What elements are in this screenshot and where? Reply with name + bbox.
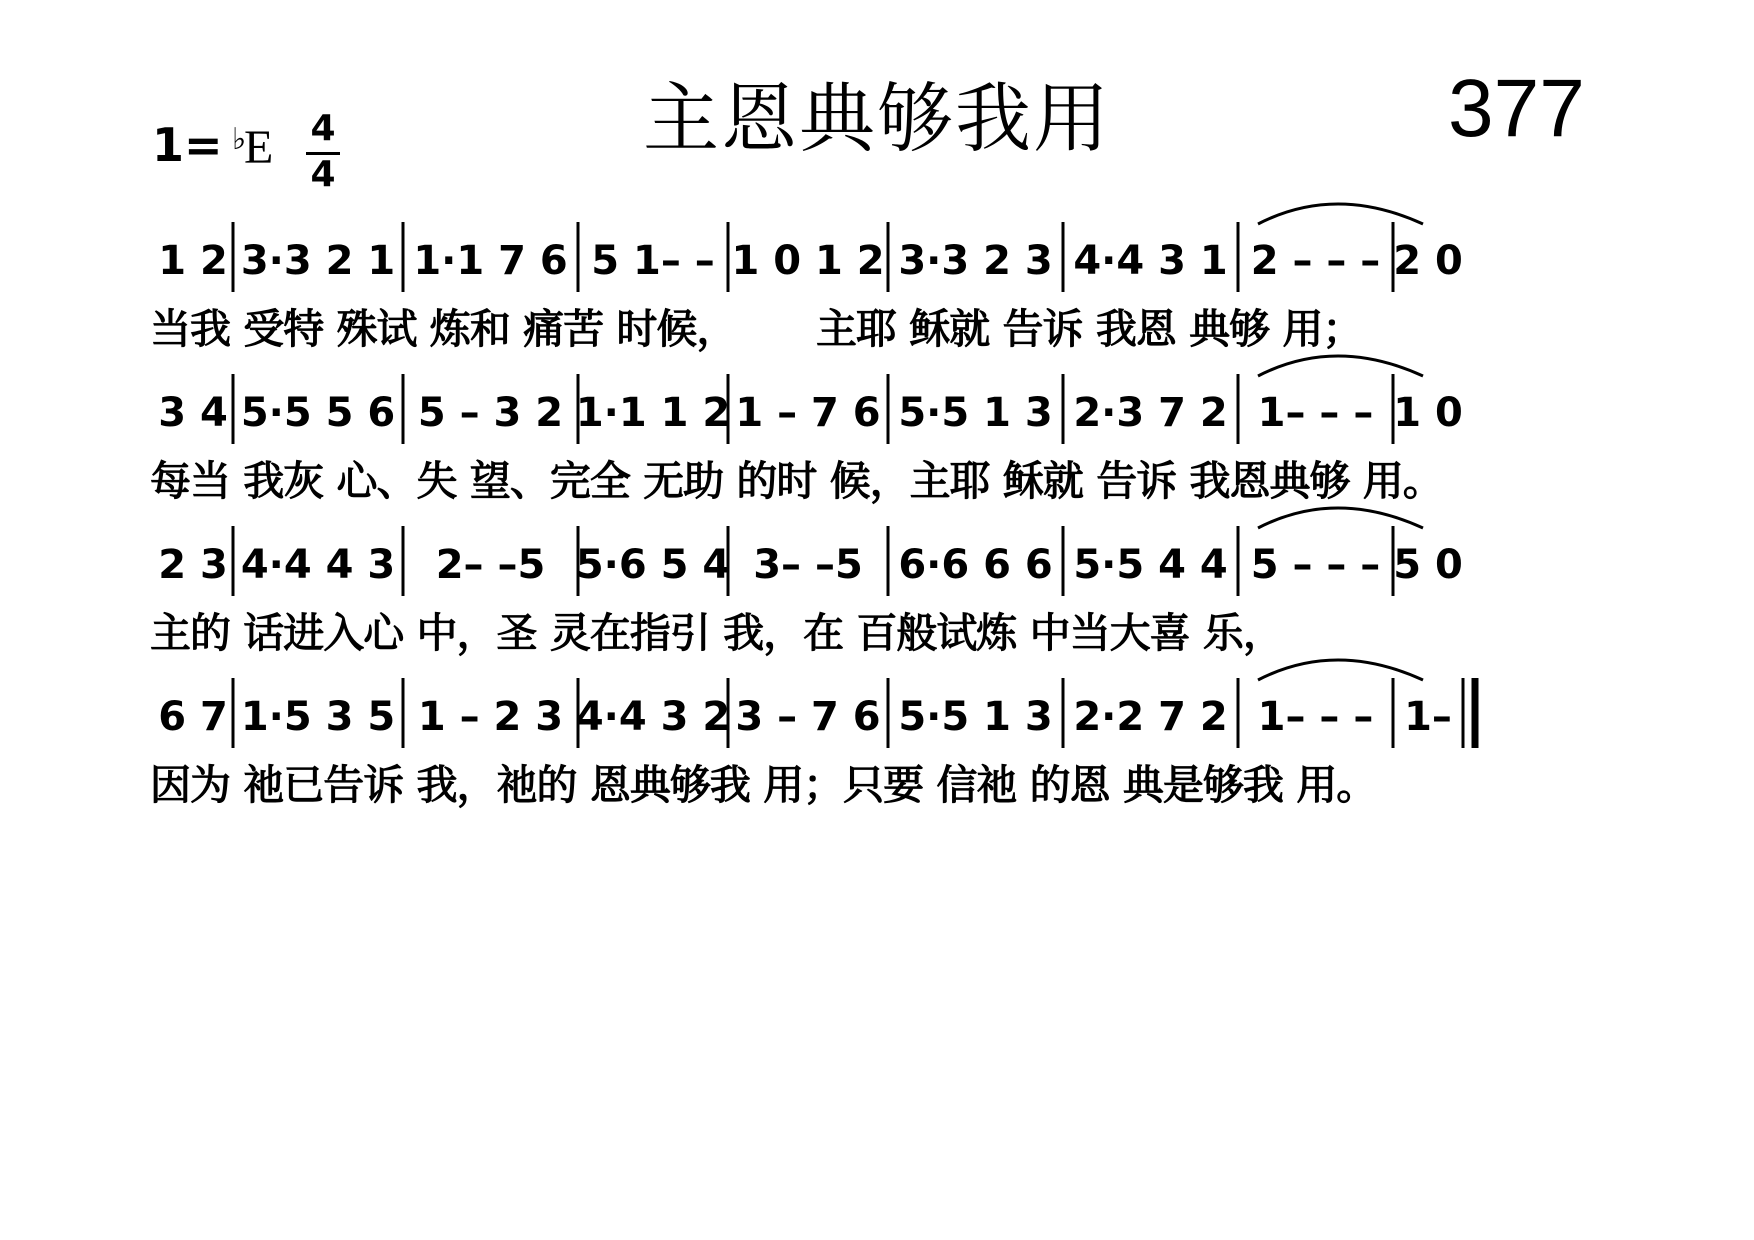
measure-notes: 1– – – bbox=[1257, 694, 1374, 740]
measure-notes: 3 – 7 6 bbox=[735, 694, 881, 740]
flat-sign: ♭ bbox=[232, 122, 247, 157]
tie-arc bbox=[1258, 204, 1423, 224]
measure-notes: 2·3 7 2 bbox=[1073, 390, 1228, 436]
tie-arc bbox=[1258, 508, 1423, 528]
measure-notes: 4·4 3 1 bbox=[1073, 238, 1228, 284]
tie-arc bbox=[1258, 356, 1423, 376]
measure-notes: 1·1 1 2 bbox=[575, 390, 731, 436]
hymn-title: 主恩典够我用 bbox=[643, 74, 1111, 163]
measure-notes: 3 4 bbox=[158, 390, 228, 436]
measure-notes: 1·5 3 5 bbox=[240, 694, 396, 740]
tie-arc bbox=[1258, 660, 1423, 680]
measure-notes: 1 – 2 3 bbox=[417, 694, 564, 740]
key-label: 1= bbox=[152, 118, 223, 172]
measure-notes: 2·2 7 2 bbox=[1073, 694, 1228, 740]
lyrics-line-2: 每当 我灰 心、失 望、完全 无助 的时 候，主耶 稣就 告诉 我恩典够 用。 bbox=[150, 457, 1443, 505]
measure-notes: 5 – – – bbox=[1250, 542, 1381, 588]
notation-line-1 bbox=[153, 228, 1603, 298]
measure-notes: 1 0 bbox=[1393, 390, 1463, 436]
lyrics-line-3: 主的 话进入心 中，圣 灵在指引 我，在 百般试炼 中当大喜 乐， bbox=[150, 609, 1283, 657]
measure-notes: 5·5 1 3 bbox=[898, 694, 1053, 740]
measure-notes: 4·4 3 2 bbox=[575, 694, 731, 740]
measure-notes: 1 – 7 6 bbox=[735, 390, 881, 436]
measure-notes: 1 2 bbox=[158, 238, 228, 284]
measure-notes: 6·6 6 6 bbox=[898, 542, 1053, 588]
measure-notes: 2– –5 bbox=[435, 542, 546, 588]
measure-notes: 3– –5 bbox=[753, 542, 863, 588]
measure-notes: 1– bbox=[1404, 694, 1452, 740]
measure-notes: 2 0 bbox=[1393, 238, 1463, 284]
measure-notes: 5 0 bbox=[1393, 542, 1463, 588]
lyrics-line-4: 因为 祂已告诉 我，祂的 恩典够我 用；只要 信祂 的恩 典是够我 用。 bbox=[150, 761, 1377, 809]
measure-notes: 2 – – – bbox=[1250, 238, 1381, 284]
notation-line-3 bbox=[153, 532, 1603, 602]
measure-notes: 1 0 1 2 bbox=[731, 238, 885, 284]
notation-line-2 bbox=[153, 380, 1603, 450]
measure-notes: 4·4 4 3 bbox=[240, 542, 396, 588]
hymn-number: 377 bbox=[1448, 63, 1585, 154]
measure-notes: 5·5 1 3 bbox=[898, 390, 1053, 436]
measure-notes: 1– – – bbox=[1257, 390, 1374, 436]
measure-notes: 5·5 4 4 bbox=[1073, 542, 1228, 588]
measure-notes: 2 3 bbox=[158, 542, 228, 588]
lyrics-line-1: 当我 受特 殊试 炼和 痛苦 时候， 主耶 稣就 告诉 我恩 典够 用； bbox=[150, 305, 1363, 353]
measure-notes: 5 1– – bbox=[591, 238, 715, 284]
measure-notes: 3·3 2 1 bbox=[240, 238, 396, 284]
measure-notes: 1·1 7 6 bbox=[413, 238, 568, 284]
measure-notes: 5·5 5 6 bbox=[240, 390, 396, 436]
measure-notes: 5 – 3 2 bbox=[417, 390, 564, 436]
measure-notes: 5·6 5 4 bbox=[575, 542, 731, 588]
notation-line-4 bbox=[153, 684, 1603, 754]
time-signature-top: 4 bbox=[310, 108, 336, 149]
measure-notes: 3·3 2 3 bbox=[898, 238, 1053, 284]
time-signature-bottom: 4 bbox=[310, 154, 336, 195]
measure-notes: 6 7 bbox=[158, 694, 228, 740]
key-letter: E bbox=[244, 121, 274, 174]
